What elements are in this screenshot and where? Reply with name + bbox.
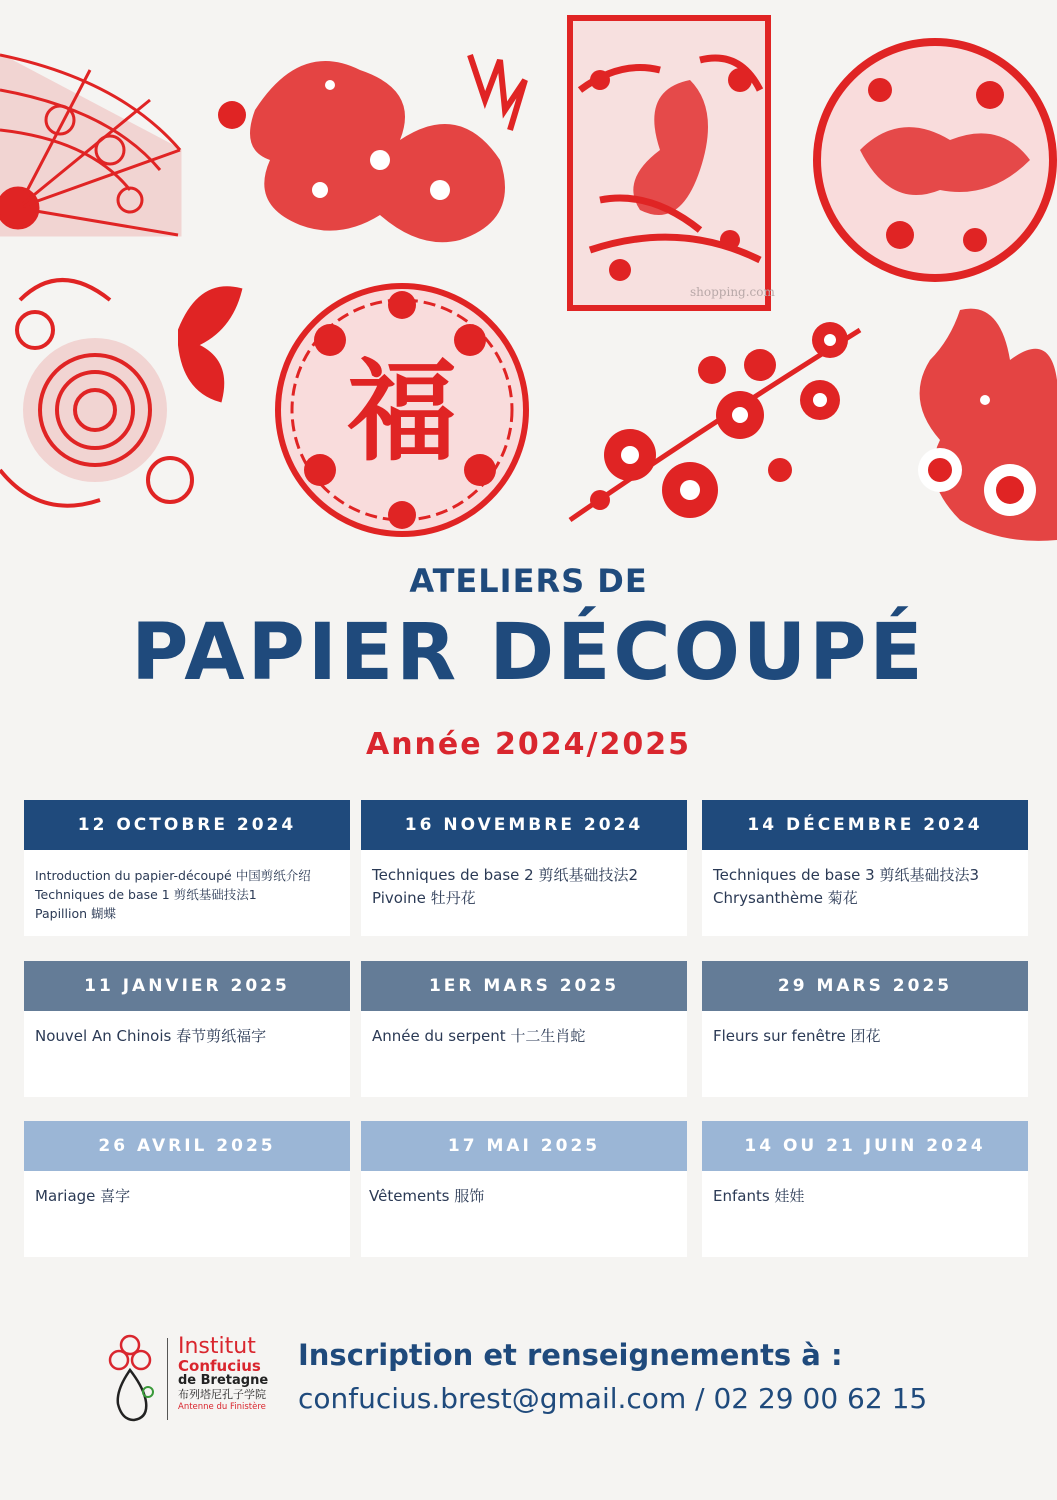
workshop-date: 12 OCTOBRE 2024 <box>24 800 350 850</box>
workshop-card <box>24 1121 350 1257</box>
workshop-topics <box>24 850 350 923</box>
workshop-topic-line: Techniques de base 1 剪纸基础技法1 <box>35 887 257 902</box>
workshop-date: 11 JANVIER 2025 <box>24 961 350 1011</box>
workshop-topic-line: Introduction du papier-découpé 中国剪纸介绍 <box>35 868 311 883</box>
workshop-topics <box>702 1171 1028 1208</box>
workshop-topics <box>702 1011 1028 1048</box>
logo-text <box>178 1336 268 1413</box>
crane-papercut <box>570 18 768 308</box>
knot-icon <box>110 1336 150 1369</box>
contact-details[interactable]: confucius.brest@gmail.com / 02 29 00 62 15 <box>298 1382 928 1415</box>
workshop-topic-line: Nouvel An Chinois 春节剪纸福字 <box>35 1027 267 1045</box>
workshop-topic-line: Chrysanthème 菊花 <box>713 889 858 907</box>
peony-butterfly-papercut <box>0 280 240 506</box>
workshop-topic-line: Enfants 娃娃 <box>713 1187 805 1205</box>
workshop-card <box>24 800 350 936</box>
title-big: PAPIER DÉCOUPÉ <box>131 608 926 698</box>
workshop-topic-line: Techniques de base 3 剪纸基础技法3 <box>713 866 980 884</box>
fu-character: 福 <box>347 347 457 476</box>
logo-divider <box>167 1338 168 1420</box>
workshop-topics <box>24 1171 350 1208</box>
workshop-topic-line: Techniques de base 2 剪纸基础技法2 <box>372 866 639 884</box>
workshop-date: 1ER MARS 2025 <box>361 961 687 1011</box>
workshop-card <box>24 961 350 1097</box>
logo-line-2: Confucius <box>178 1357 261 1375</box>
paper-cut-artwork <box>0 0 1057 560</box>
year-label: Année 2024/2025 <box>365 727 692 762</box>
rabbit-papercut <box>918 309 1057 541</box>
workshop-topics <box>361 1011 687 1048</box>
workshop-topic-line: Fleurs sur fenêtre 团花 <box>713 1027 881 1045</box>
workshop-topics <box>361 850 687 910</box>
fan-papercut <box>0 55 180 235</box>
workshop-date: 14 DÉCEMBRE 2024 <box>702 800 1028 850</box>
workshop-card <box>702 800 1028 936</box>
workshop-topic-line: Mariage 喜字 <box>35 1187 131 1205</box>
workshop-card <box>702 1121 1028 1257</box>
workshop-card <box>361 1121 687 1257</box>
logo-line-1: Institut <box>178 1334 256 1359</box>
contact-title: Inscription et renseignements à : <box>298 1338 843 1372</box>
workshop-topics <box>24 1011 350 1048</box>
fu-circle-papercut <box>278 286 526 534</box>
workshop-date: 16 NOVEMBRE 2024 <box>361 800 687 850</box>
title-small: ATELIERS DE <box>409 562 648 600</box>
workshop-card <box>361 961 687 1097</box>
logo-line-4: 布列塔尼孔子学院 <box>178 1388 266 1401</box>
workshop-topic-line: Vêtements 服饰 <box>369 1187 485 1205</box>
workshop-topic-line: Pivoine 牡丹花 <box>372 889 476 907</box>
workshop-date: 29 MARS 2025 <box>702 961 1028 1011</box>
dragon-papercut <box>218 55 525 242</box>
watermark-text: shopping.com <box>690 285 775 299</box>
workshop-topic-line: Année du serpent 十二生肖蛇 <box>372 1027 586 1045</box>
workshop-topics <box>361 1171 687 1208</box>
workshop-card <box>361 800 687 936</box>
workshop-date: 17 MAI 2025 <box>361 1121 687 1171</box>
workshop-topic-line: Papillion 蝴蝶 <box>35 906 117 921</box>
phoenix-circle-papercut <box>817 42 1053 278</box>
logo-line-5: Antenne du Finistère <box>178 1402 266 1412</box>
workshop-card <box>702 961 1028 1097</box>
workshop-topics <box>702 850 1028 910</box>
flower-branch-papercut <box>570 322 860 520</box>
workshop-date: 14 OU 21 JUIN 2024 <box>702 1121 1028 1171</box>
workshop-date: 26 AVRIL 2025 <box>24 1121 350 1171</box>
drop-icon <box>118 1370 147 1420</box>
logo-line-3: de Bretagne <box>178 1373 269 1388</box>
